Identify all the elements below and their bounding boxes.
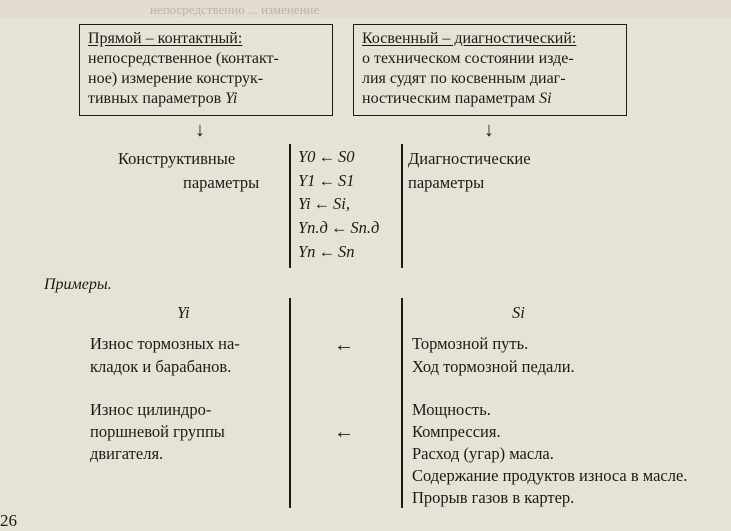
example2-arrow: ←: [334, 421, 354, 443]
example2-left-line1: Износ цилиндро-: [90, 400, 212, 419]
mapping-arrow: ←: [318, 171, 335, 190]
mapping-s: S0: [337, 147, 355, 166]
mapping-arrow: ←: [318, 147, 335, 166]
direct-method-line1: непосредственное (контакт-: [88, 50, 279, 67]
example1-right-line2: Ход тормозной педали.: [412, 357, 575, 376]
examples-divider-left: [289, 298, 291, 508]
top-fragment-text: непосредственно ... изменение: [150, 2, 320, 17]
mapping-y: Yп.д: [298, 218, 328, 237]
mapping-divider-left: [289, 144, 291, 268]
mapping-arrow: ←: [318, 242, 335, 261]
example1-arrow: ←: [334, 334, 354, 356]
example2-left-line3: двигателя.: [90, 444, 164, 463]
direct-method-line2: ное) измерение конструк-: [88, 70, 264, 87]
direct-method-line3: [88, 89, 325, 109]
indirect-method-title: Косвенный – диагностический:: [362, 30, 577, 47]
indirect-method-line2: лия судят по косвенным диаг-: [362, 70, 566, 87]
example1-right-line1: Тормозной путь.: [412, 334, 529, 353]
example2-right-line1: Мощность.: [412, 400, 491, 419]
mapping-row: [298, 146, 354, 168]
mapping-y: Y1: [298, 171, 316, 190]
example2-right-line3: Расход (угар) масла.: [412, 444, 554, 463]
mapping-row: [298, 170, 354, 192]
mapping-arrow: ←: [313, 194, 331, 213]
page-top-strip: [0, 0, 731, 18]
constructive-label-line1: Конструктивные: [118, 149, 236, 168]
diagnostic-label-line1: Диагностические: [408, 149, 531, 168]
mapping-row: [298, 241, 354, 263]
example2-left-line2: поршневой группы: [90, 422, 225, 441]
example2-right-line4: Содержание продуктов износа в масле.: [412, 466, 688, 485]
direct-method-box: [79, 24, 333, 116]
indirect-method-box: [353, 24, 627, 116]
mapping-s: S1: [337, 171, 355, 190]
down-arrow-left: ↓: [195, 119, 205, 141]
example1-left-line2: кладок и барабанов.: [90, 357, 232, 376]
mapping-row: [298, 193, 350, 215]
column-header-s: Si: [512, 303, 525, 322]
indirect-method-var: Si: [539, 90, 552, 107]
mapping-y: Yп: [298, 242, 316, 261]
example2-right-line5: Прорыв газов в картер.: [412, 488, 575, 507]
down-arrow-right: ↓: [484, 119, 494, 141]
indirect-method-line1: о техническом состоянии изде-: [362, 50, 574, 67]
mapping-y: Yi: [298, 194, 311, 213]
mapping-divider-right: [401, 144, 403, 268]
direct-method-var: Yi: [225, 90, 238, 107]
direct-method-line3-text: тивных параметров: [88, 90, 226, 107]
constructive-label-line2: параметры: [183, 173, 260, 192]
examples-label: Примеры.: [44, 276, 112, 293]
column-header-y: Yi: [177, 303, 190, 322]
example1-left-line1: Износ тормозных на-: [90, 334, 240, 353]
mapping-s: Sп: [337, 242, 355, 261]
examples-divider-right: [401, 298, 403, 508]
mapping-y: Y0: [298, 147, 316, 166]
mapping-row: [298, 217, 379, 239]
example2-right-line2: Компрессия.: [412, 422, 501, 441]
mapping-arrow: ←: [330, 218, 348, 237]
mapping-s: Sп.д: [350, 218, 380, 237]
diagnostic-label-line2: параметры: [408, 173, 485, 192]
mapping-s: Si,: [333, 194, 351, 213]
indirect-method-line3-text: ностическим параметрам: [362, 90, 540, 107]
indirect-method-line3: [362, 89, 619, 109]
direct-method-title: Прямой – контактный:: [88, 30, 243, 47]
page-number: 26: [0, 511, 17, 530]
